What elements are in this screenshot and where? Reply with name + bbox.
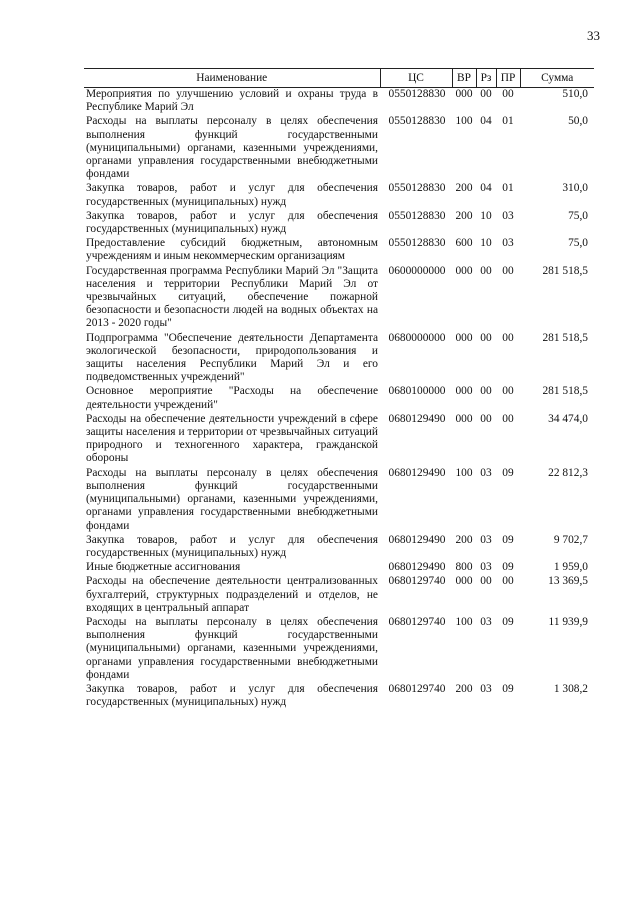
table-row <box>84 412 594 466</box>
table-row <box>84 615 594 682</box>
cell-vr: 000 <box>455 575 473 588</box>
cell-sum: 13 369,5 <box>548 575 588 588</box>
cell-cs: 0680129490 <box>388 466 446 479</box>
cell-name: Расходы на выплаты персоналу в целях обеспечения выполнения функций государственными (муниципальными) органами, казенными учреждениями, органами управления государственными внебюджетными фондами <box>86 466 378 532</box>
cell-sum: 75,0 <box>568 237 588 250</box>
cell-vr: 200 <box>455 682 473 695</box>
cell-cs: 0550128830 <box>388 182 446 195</box>
cell-name: Расходы на выплаты персоналу в целях обеспечения выполнения функций государственными (муниципальными) органами, казенными учреждениями, органами управления государственными внебюджетными фондами <box>86 115 378 181</box>
cell-sum: 50,0 <box>568 115 588 128</box>
cell-pr: 09 <box>502 561 514 574</box>
table-row <box>84 533 594 560</box>
cell-vr: 100 <box>455 115 473 128</box>
cell-pr: 09 <box>502 466 514 479</box>
cell-pr: 03 <box>502 237 514 250</box>
cell-vr: 600 <box>455 237 473 250</box>
cell-sum: 75,0 <box>568 209 588 222</box>
cell-sum: 9 702,7 <box>553 533 588 546</box>
cell-name: Иные бюджетные ассигнования <box>86 561 241 574</box>
cell-rz: 00 <box>480 575 492 588</box>
cell-pr: 00 <box>502 412 514 425</box>
cell-pr: 09 <box>502 533 514 546</box>
cell-vr: 100 <box>455 466 473 479</box>
cell-rz: 03 <box>480 682 492 695</box>
cell-cs: 0550128830 <box>388 209 446 222</box>
header-sum: Сумма <box>520 69 594 88</box>
cell-rz: 10 <box>480 209 492 222</box>
cell-name: Закупка товаров, работ и услуг для обеспечения государственных (муниципальных) нужд <box>86 533 378 559</box>
table-row <box>84 236 594 263</box>
table-row <box>84 264 594 331</box>
budget-table <box>84 68 594 709</box>
cell-sum: 281 518,5 <box>542 331 588 344</box>
cell-rz: 00 <box>480 412 492 425</box>
cell-rz: 03 <box>480 561 492 574</box>
cell-name: Закупка товаров, работ и услуг для обеспечения государственных (муниципальных) нужд <box>86 182 378 208</box>
cell-cs: 0550128830 <box>388 237 446 250</box>
cell-rz: 00 <box>480 331 492 344</box>
cell-rz: 04 <box>480 182 492 195</box>
cell-pr: 01 <box>502 182 514 195</box>
cell-rz: 03 <box>480 533 492 546</box>
page-number: 33 <box>587 28 600 43</box>
cell-name: Государственная программа Республики Марий Эл "Защита населения и территории Республики Марий Эл от чрезвычайных ситуаций, обеспечение пожарной безопасности и безопасности людей на водных объектах на 2013 - 2020 годы" <box>86 264 378 330</box>
cell-pr: 00 <box>502 331 514 344</box>
cell-name: Закупка товаров, работ и услуг для обеспечения государственных (муниципальных) нужд <box>86 682 378 709</box>
cell-name: Подпрограмма "Обеспечение деятельности Департамента экологической безопасности, природопользования и защиты населения Республики Марий Эл и его подведомственных учреждений" <box>86 331 378 384</box>
cell-cs: 0680129740 <box>388 682 446 695</box>
table-row <box>84 209 594 236</box>
cell-pr: 00 <box>502 575 514 588</box>
cell-pr: 00 <box>502 385 514 398</box>
cell-pr: 00 <box>502 88 514 100</box>
cell-name: Основное мероприятие "Расходы на обеспечение деятельности учреждений" <box>86 385 378 411</box>
cell-sum: 510,0 <box>562 88 588 100</box>
cell-vr: 200 <box>455 182 473 195</box>
cell-sum: 281 518,5 <box>542 385 588 398</box>
table-row <box>84 682 594 709</box>
cell-rz: 00 <box>480 264 492 277</box>
cell-vr: 200 <box>455 533 473 546</box>
cell-name: Расходы на обеспечение деятельности централизованных бухгалтерий, структурных подразделений и отделов, не входящих в центральный аппарат <box>86 575 378 614</box>
cell-pr: 09 <box>502 682 514 695</box>
table-row <box>84 384 594 411</box>
cell-rz: 04 <box>480 115 492 128</box>
table-row <box>84 574 594 615</box>
header-pr: ПР <box>496 69 520 88</box>
cell-vr: 100 <box>455 615 473 628</box>
cell-name: Закупка товаров, работ и услуг для обеспечения государственных (муниципальных) нужд <box>86 209 378 236</box>
table-row <box>84 88 594 115</box>
header-cs: ЦС <box>380 69 452 88</box>
cell-rz: 03 <box>480 466 492 479</box>
cell-cs: 0550128830 <box>388 115 446 128</box>
cell-pr: 09 <box>502 615 514 628</box>
cell-sum: 22 812,3 <box>548 466 588 479</box>
table-body <box>84 88 594 710</box>
cell-pr: 01 <box>502 115 514 128</box>
cell-rz: 00 <box>480 88 492 100</box>
cell-vr: 000 <box>455 331 473 344</box>
cell-cs: 0680129490 <box>388 561 446 574</box>
cell-cs: 0680129490 <box>388 533 446 546</box>
cell-name: Расходы на выплаты персоналу в целях обеспечения выполнения функций государственными (муниципальными) органами, казенными учреждениями, органами управления государственными внебюджетными фондами <box>86 615 378 681</box>
cell-sum: 310,0 <box>562 182 588 195</box>
cell-name: Мероприятия по улучшению условий и охраны труда в Республике Марий Эл <box>86 88 378 114</box>
cell-vr: 000 <box>455 88 473 100</box>
cell-pr: 03 <box>502 209 514 222</box>
cell-sum: 11 939,9 <box>548 615 588 628</box>
header-name: Наименование <box>84 69 380 88</box>
cell-cs: 0680129740 <box>388 615 446 628</box>
table-row <box>84 114 594 181</box>
cell-sum: 1 308,2 <box>553 682 588 695</box>
table-row <box>84 181 594 208</box>
cell-name: Предоставление субсидий бюджетным, автономным учреждениям и иным некоммерческим организациям <box>86 237 378 263</box>
cell-sum: 34 474,0 <box>548 412 588 425</box>
table-row <box>84 331 594 385</box>
cell-rz: 03 <box>480 615 492 628</box>
cell-rz: 10 <box>480 237 492 250</box>
cell-vr: 000 <box>455 385 473 398</box>
table-header-row <box>84 69 594 88</box>
cell-cs: 0680100000 <box>388 385 446 398</box>
cell-rz: 00 <box>480 385 492 398</box>
header-rz: Рз <box>476 69 496 88</box>
cell-cs: 0550128830 <box>388 88 446 100</box>
cell-cs: 0680129490 <box>388 412 446 425</box>
cell-cs: 0600000000 <box>388 264 446 277</box>
table-row <box>84 560 594 574</box>
cell-pr: 00 <box>502 264 514 277</box>
cell-name: Расходы на обеспечение деятельности учреждений в сфере защиты населения и территории от чрезвычайных ситуаций природного и техногенного характера, гражданской обороны <box>86 412 378 465</box>
cell-vr: 000 <box>455 412 473 425</box>
cell-sum: 1 959,0 <box>553 561 588 574</box>
cell-vr: 000 <box>455 264 473 277</box>
cell-vr: 200 <box>455 209 473 222</box>
cell-vr: 800 <box>455 561 473 574</box>
cell-sum: 281 518,5 <box>542 264 588 277</box>
table-row <box>84 466 594 533</box>
cell-cs: 0680000000 <box>388 331 446 344</box>
header-vr: ВР <box>452 69 476 88</box>
cell-cs: 0680129740 <box>388 575 446 588</box>
